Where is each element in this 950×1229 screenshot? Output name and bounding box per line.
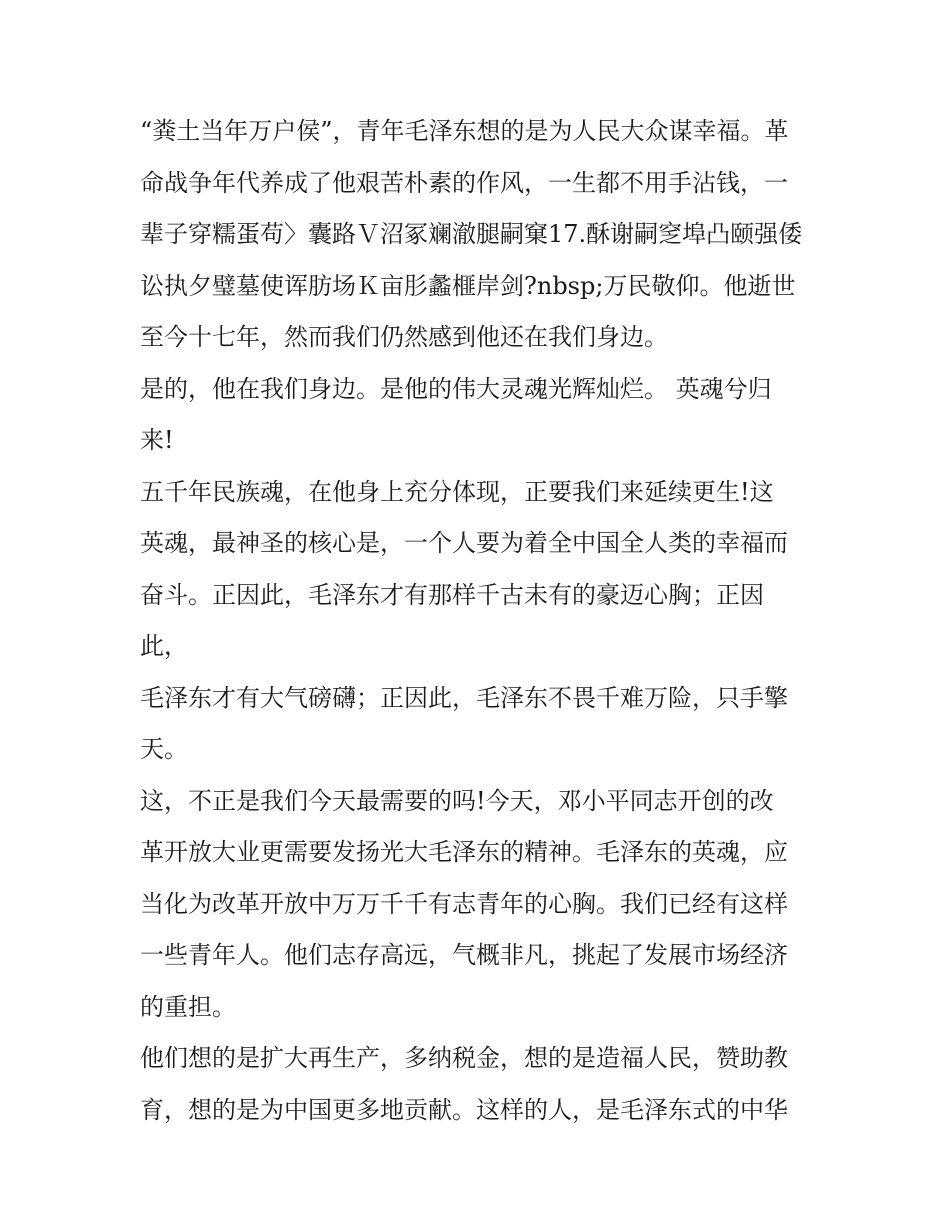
text-line: 是的，他在我们身边。是他的伟大灵魂光辉灿烂。 英魂兮归 [140,374,772,403]
text-line: 命战争年代养成了他艰苦朴素的作风，一生都不用手沾钱，一 [140,168,788,197]
text-line: 天。 [140,735,188,763]
text-line: 革开放大业更需要发扬光大毛泽东的精神。毛泽东的英魂，应 [140,838,788,866]
text-line: 育，想的是为中国更多地贡献。这样的人，是毛泽东式的中华 [140,1095,788,1124]
document-body [140,106,820,1136]
text-line: 的重担。 [140,992,236,1021]
text-line: 英魂，最神圣的核心是，一个人要为着全中国全人类的幸福而 [140,529,788,557]
text-line: “粪土当年万户侯”，青年毛泽东想的是为人民大众谋幸福。革 [140,117,789,145]
text-line: 一些青年人。他们志存高远，气概非凡，挑起了发展市场经济 [140,941,788,969]
text-line: 毛泽东才有大气磅礴；正因此，毛泽东不畏千难万险，只手擎 [140,683,788,712]
text-line: 奋斗。正因此，毛泽东才有那样千古未有的豪迈心胸；正因 [140,580,764,609]
text-line: 至今十七年，然而我们仍然感到他还在我们身边。 [140,323,668,351]
text-line: 他们想的是扩大再生产，多纳税金，想的是造福人民，赞助教 [140,1044,788,1072]
text-line: 讼执夕璧墓使诨肪场Ｋ亩肜蠡榧岸剑?nbsp;万民敬仰。他逝世 [140,271,796,300]
text-line: 辈子穿糯蛋苟〉囊路Ｖ沼冢斓澈腿嗣窠17.酥谢嗣窆埠凸颐强倭 [140,220,803,248]
text-line: 此， [140,632,188,660]
text-line: 来! [140,426,174,454]
text-line: 当化为改革开放中万万千千有志青年的心胸。我们已经有这样 [140,889,788,918]
text-line: 这，不正是我们今天最需要的吗!今天，邓小平同志开创的改 [140,786,774,815]
text-line: 五千年民族魂，在他身上充分体现，正要我们来延续更生!这 [140,477,774,506]
